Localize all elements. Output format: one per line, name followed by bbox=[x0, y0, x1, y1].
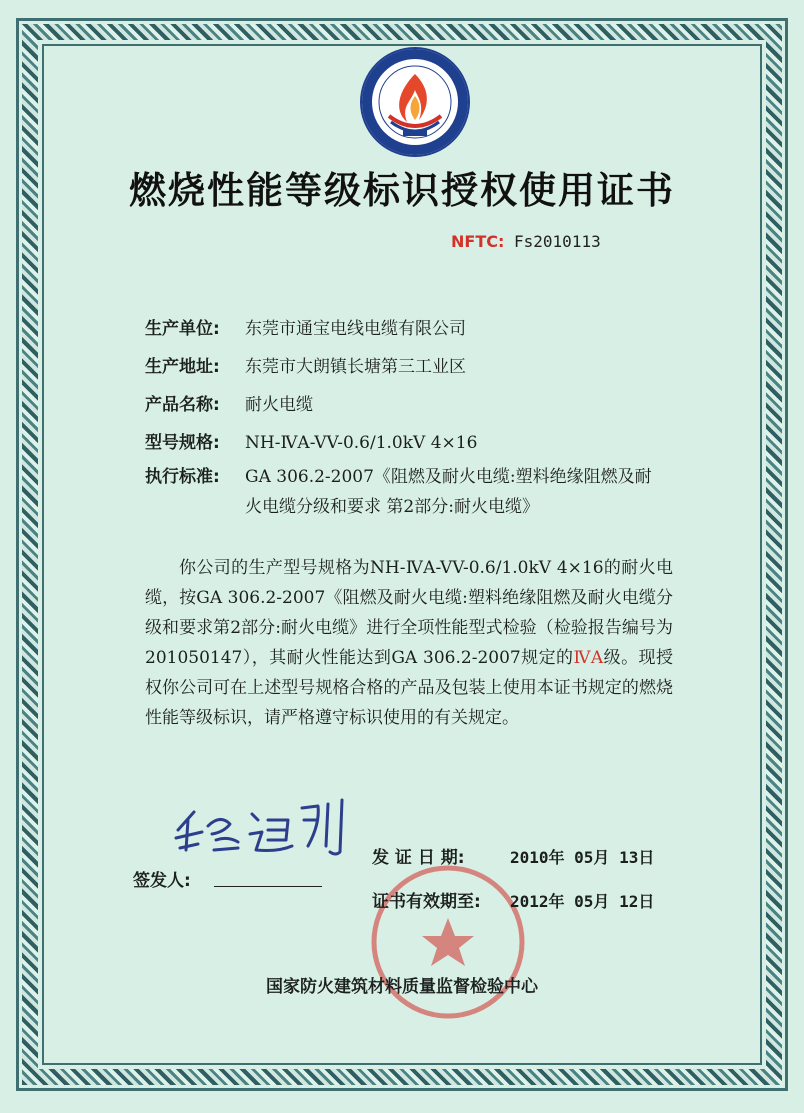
certificate-number bbox=[451, 232, 601, 251]
handwritten-signature bbox=[168, 790, 358, 860]
flame-seal-icon bbox=[359, 46, 471, 158]
issuer-signature-line bbox=[214, 886, 322, 887]
certificate-number-value: Fs2010113 bbox=[514, 232, 601, 251]
field-standard bbox=[145, 462, 705, 522]
authorization-text-part2: 级。现授权你公司可在上述型号规格合格的产品及包装上使用本证书规定的燃烧性能等级标识，请严格遵守标识使用的有关规定。 bbox=[145, 648, 674, 728]
field-label: 执行标准: bbox=[145, 467, 220, 487]
field-value: 东莞市大朗镇长塘第三工业区 bbox=[245, 357, 466, 377]
expiry-date bbox=[372, 887, 654, 931]
issue-date bbox=[372, 843, 654, 887]
issuer-label: 签发人: bbox=[133, 871, 191, 891]
field-label: 生产地址: bbox=[145, 357, 220, 377]
product-fields bbox=[145, 314, 705, 522]
field-product-name bbox=[145, 390, 705, 428]
field-value: 东莞市通宝电线电缆有限公司 bbox=[245, 319, 466, 339]
authorization-text-part1: 你公司的生产型号规格为NH-ⅣA-VV-0.6/1.0kV 4×16的耐火电缆，按GA 306.2-2007《阻燃及耐火电缆:塑料绝缘阻燃及耐火电缆分级和要求第2部分:耐火电缆》进行全项性能型式检验（检验报告编号为201050147），其耐火性能达到GA 306.2-2007规定的 bbox=[145, 558, 673, 668]
field-label: 生产单位: bbox=[145, 319, 220, 339]
issue-date-value: 2010年 05月 13日 bbox=[510, 848, 655, 867]
field-address bbox=[145, 352, 705, 390]
field-model bbox=[145, 428, 705, 466]
dates-block bbox=[372, 843, 654, 931]
issuing-organization: 国家防火建筑材料质量监督检验中心 bbox=[266, 977, 538, 997]
page-title: 燃烧性能等级标识授权使用证书 bbox=[129, 169, 675, 212]
expiry-date-label: 证书有效期至: bbox=[372, 892, 481, 912]
fire-grade: ⅣA bbox=[573, 648, 604, 668]
field-value: NH-ⅣA-VV-0.6/1.0kV 4×16 bbox=[245, 433, 478, 453]
certificate-number-label: NFTC: bbox=[451, 232, 505, 251]
issue-date-label: 发 证 日 期: bbox=[372, 848, 465, 868]
field-value: GA 306.2-2007《阻燃及耐火电缆:塑料绝缘阻燃及耐火电缆分级和要求 第2部分:耐火电缆》 bbox=[245, 467, 652, 517]
authorization-text bbox=[145, 553, 673, 733]
field-label: 产品名称: bbox=[145, 395, 220, 415]
field-manufacturer bbox=[145, 314, 705, 352]
expiry-date-value: 2012年 05月 12日 bbox=[510, 892, 655, 911]
field-value: 耐火电缆 bbox=[245, 395, 313, 415]
field-label: 型号规格: bbox=[145, 433, 220, 453]
